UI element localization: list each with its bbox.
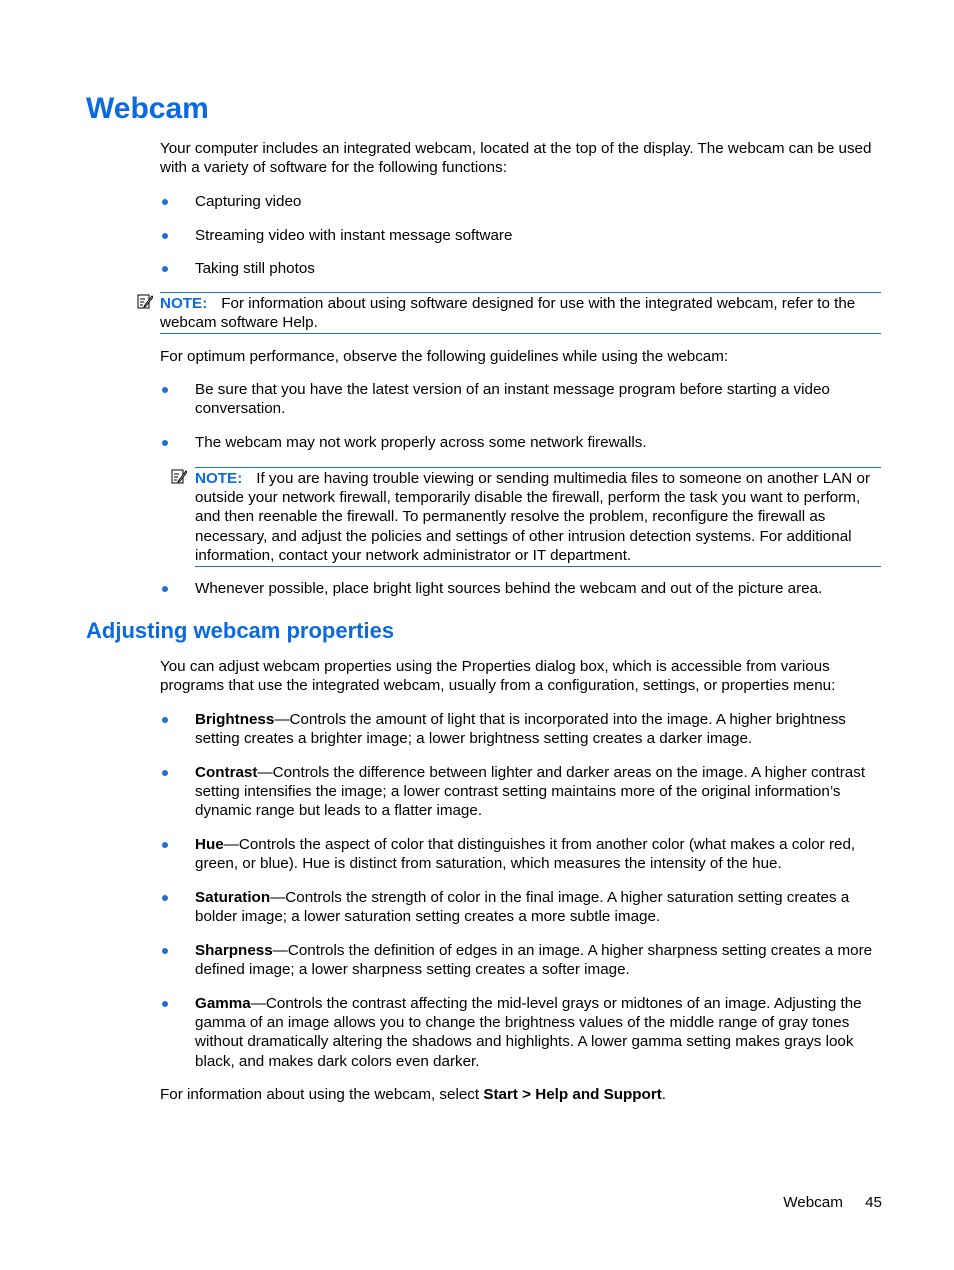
bullet-dot-icon <box>162 948 168 954</box>
bullet-dot-icon <box>162 233 168 239</box>
note-box <box>195 467 881 567</box>
bullet-dot-icon <box>162 1001 168 1007</box>
guidelines-intro: For optimum performance, observe the following guidelines while using the webcam: <box>160 348 729 365</box>
note-pencil-icon <box>171 469 187 485</box>
list-item: Be sure that you have the latest version of an instant message program before starting a video conversation. <box>160 380 884 418</box>
closing-paragraph: For information about using the webcam, select Start > Help and Support. <box>160 1086 667 1103</box>
intro-paragraph: Your computer includes an integrated webcam, located at the top of the display. The webcam can be used with a variety of software for the following functions: <box>160 140 872 177</box>
note-box <box>160 292 881 334</box>
note-pencil-icon <box>137 294 153 310</box>
note-label: NOTE: <box>160 295 208 312</box>
section-intro: You can adjust webcam properties using the Properties dialog box, which is accessible from various programs that use the integrated webcam, usually from a configuration, settings, or properties menu: <box>160 658 836 695</box>
property-term: Brightness <box>195 711 275 728</box>
property-term: Saturation <box>195 889 271 906</box>
list-item <box>160 763 884 821</box>
list-item <box>160 835 884 873</box>
page-title: Webcam <box>86 92 209 125</box>
note-text: For information about using software designed for use with the integrated webcam, refer to the webcam software Help. <box>160 295 856 332</box>
property-desc: —Controls the difference between lighter and darker areas on the image. A higher contrast setting intensifies the image; a lower contrast setting maintains more of the original information’s dynamic range but leads to a flatter image. <box>195 764 866 820</box>
list-item <box>160 710 884 748</box>
list-item: Streaming video with instant message software <box>160 226 884 245</box>
list-item: Taking still photos <box>160 259 884 278</box>
property-desc: —Controls the definition of edges in an image. A higher sharpness setting creates a more defined image; a lower sharpness setting creates a softer image. <box>195 942 873 979</box>
footer-section: Webcam <box>783 1194 843 1211</box>
bullet-dot-icon <box>162 717 168 723</box>
bullet-dot-icon <box>162 266 168 272</box>
list-item <box>160 888 884 926</box>
list-item: Whenever possible, place bright light sources behind the webcam and out of the picture area. <box>160 579 884 598</box>
bullet-dot-icon <box>162 387 168 393</box>
property-desc: —Controls the strength of color in the final image. A higher saturation setting creates a bolder image; a lower saturation setting creates a more subtle image. <box>195 889 850 926</box>
property-term: Sharpness <box>195 942 273 959</box>
list-item <box>160 941 884 979</box>
bullet-dot-icon <box>162 586 168 592</box>
list-item: The webcam may not work properly across some network firewalls. <box>160 433 884 452</box>
page-number: 45 <box>865 1194 882 1211</box>
bullet-dot-icon <box>162 770 168 776</box>
note-text: If you are having trouble viewing or sending multimedia files to someone on another LAN or outside your network firewall, temporarily disable the firewall, perform the task you want to perform, and then reenable the firewall. To permanently resolve the problem, reconfigure the firewall as necessary, and adjust the policies and settings of other intrusion detection systems. For additional information, contact your network administrator or IT department. <box>195 470 871 564</box>
property-term: Hue <box>195 836 224 853</box>
section-heading: Adjusting webcam properties <box>86 618 395 643</box>
property-desc: —Controls the amount of light that is incorporated into the image. A higher brightness setting creates a brighter image; a lower brightness setting creates a darker image. <box>195 711 846 748</box>
menu-path: Start > Help and Support <box>483 1086 662 1103</box>
list-item: Capturing video <box>160 192 884 211</box>
bullet-dot-icon <box>162 199 168 205</box>
bullet-dot-icon <box>162 895 168 901</box>
page-footer <box>700 1193 882 1212</box>
property-term: Gamma <box>195 995 251 1012</box>
property-desc: —Controls the contrast affecting the mid-level grays or midtones of an image. Adjusting the gamma of an image allows you to change the brightness values of the middle range of gray tones without dramatically altering the shadows and highlights. A lower gamma setting makes grays look black, and makes dark colors even darker. <box>195 995 862 1070</box>
bullet-dot-icon <box>162 440 168 446</box>
note-label: NOTE: <box>195 470 243 487</box>
bullet-dot-icon <box>162 842 168 848</box>
list-item <box>160 994 884 1071</box>
property-term: Contrast <box>195 764 258 781</box>
property-desc: —Controls the aspect of color that distinguishes it from another color (what makes a color red, green, or blue). Hue is distinct from saturation, which measures the intensity of the hue. <box>195 836 856 873</box>
